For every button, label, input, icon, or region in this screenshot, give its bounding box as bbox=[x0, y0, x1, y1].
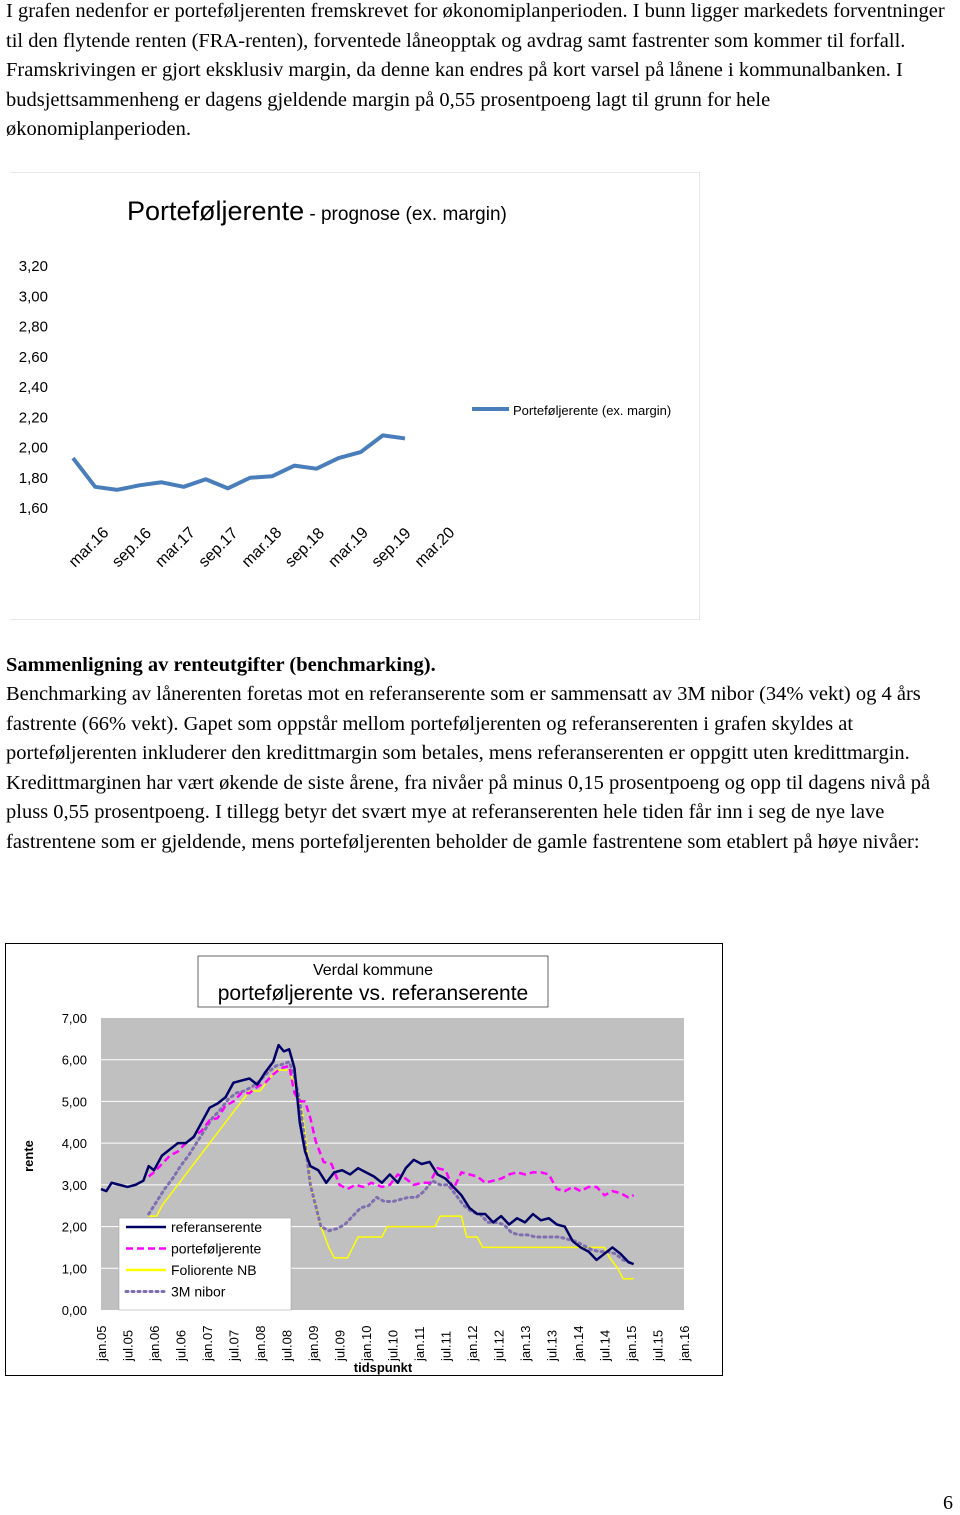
section-heading: Sammenligning av renteutgifter (benchmarking). bbox=[6, 654, 436, 676]
chart2-x-tick: jan.14 bbox=[571, 1325, 586, 1361]
intro-paragraph: I grafen nedenfor er porteføljerenten fremskrevet for økonomiplanperioden. I bunn ligger markedets forventninger til den flytende renten (FRA-renten), forventede låneopptak og avdrag samt fastrenter som kommer til forfall. Framskrivingen er gjort eksklusiv margin, da denne kan endres på kort varsel på lånene i kommunalbanken. I budsjettsammenheng er dagens gjeldende margin på 0,55 prosentpoeng lagt til grunn for hele økonomiplanperioden. bbox=[6, 0, 945, 140]
chart2-x-tick: jul.14 bbox=[597, 1329, 613, 1361]
chart1-x-tick: sep.17 bbox=[195, 524, 242, 571]
chart2-y-tick: 6,00 bbox=[61, 1052, 87, 1068]
chart1-y-tick: 3,20 bbox=[18, 258, 48, 275]
chart2-x-tick: jan.15 bbox=[624, 1325, 639, 1361]
chart1-y-tick: 1,60 bbox=[18, 500, 48, 517]
chart1-title-suffix: - prognose (ex. margin) bbox=[304, 204, 507, 225]
chart2-x-tick: jan.08 bbox=[253, 1325, 268, 1361]
chart2-x-tick: jul.07 bbox=[226, 1329, 242, 1361]
chart2-x-tick: jul.05 bbox=[120, 1329, 136, 1361]
chart2-legend-label: Foliorente NB bbox=[171, 1262, 257, 1278]
chart2-x-tick: jul.11 bbox=[438, 1330, 454, 1361]
chart2-x-tick: jul.15 bbox=[650, 1329, 666, 1361]
chart1-y-tick: 2,80 bbox=[18, 318, 48, 336]
chart1-x-tick: sep.16 bbox=[109, 524, 156, 571]
chart2-y-tick: 5,00 bbox=[61, 1094, 87, 1110]
chart1-y-tick: 2,20 bbox=[18, 409, 48, 427]
chart1-x-tick: sep.18 bbox=[282, 524, 329, 571]
chart2-y-tick: 3,00 bbox=[61, 1177, 87, 1193]
chart1-series-line bbox=[73, 435, 405, 489]
chart2-legend-label: 3M nibor bbox=[171, 1283, 226, 1300]
page-number: 6 bbox=[943, 1492, 953, 1514]
chart2-x-tick: jan.16 bbox=[677, 1325, 692, 1361]
chart2-y-tick: 1,00 bbox=[61, 1261, 87, 1277]
portfolio-rate-forecast-chart bbox=[5, 172, 700, 620]
chart1-x-tick: mar.20 bbox=[411, 524, 459, 571]
chart2-x-tick: jan.05 bbox=[94, 1325, 109, 1361]
chart2-x-axis bbox=[94, 1326, 692, 1362]
chart2-x-tick: jan.13 bbox=[518, 1325, 533, 1361]
chart2-x-tick: jan.06 bbox=[147, 1325, 162, 1361]
chart1-x-tick: mar.16 bbox=[65, 524, 113, 571]
chart2-x-tick: jan.09 bbox=[306, 1325, 321, 1361]
chart2-y-tick: 4,00 bbox=[61, 1136, 87, 1152]
chart1-y-tick: 2,00 bbox=[18, 439, 48, 457]
chart1-svg bbox=[5, 172, 700, 620]
chart2-x-tick: jul.13 bbox=[544, 1329, 560, 1361]
chart2-y-tick: 7,00 bbox=[61, 1011, 87, 1026]
chart1-title-main: Porteføljerente bbox=[127, 196, 305, 226]
chart2-x-tick: jul.12 bbox=[491, 1329, 507, 1361]
chart1-x-tick: mar.17 bbox=[152, 524, 199, 571]
chart1-title bbox=[127, 196, 507, 226]
chart2-y-tick: 2,00 bbox=[61, 1219, 87, 1235]
chart2-x-tick: jul.06 bbox=[173, 1329, 189, 1361]
chart2-x-tick: jul.08 bbox=[279, 1329, 295, 1361]
chart2-legend-label: referanserente bbox=[171, 1219, 263, 1235]
chart2-y-tick: 0,00 bbox=[61, 1303, 87, 1318]
chart1-y-tick: 3,00 bbox=[18, 288, 48, 306]
section-paragraph: Benchmarking av lånerenten foretas mot en referanserente som er sammensatt av 3M nibor (34% vekt) og 4 års fastrente (66% vekt). Gapet som oppstår mellom porteføljerenten og referanserenten i grafen skyldes at porteføljerenten inkluderer den kredittmargin som betales, mens referanserenten er oppgitt uten kredittmargin. Kredittmarginen har vært økende de siste årene, fra nivåer på minus 0,15 prosentpoeng og opp til dagens nivå på pluss 0,55 prosentpoeng. I tillegg betyr det svært mye at referanserenten hele tiden får inn i seg de nye lave fastrentene som er gjeldende, mens porteføljerenten beholder de gamle fastrentene som etablert på høye nivåer: bbox=[6, 683, 931, 853]
chart2-x-tick: jan.07 bbox=[200, 1325, 215, 1361]
chart2-subtitle: porteføljerente vs. referanserente bbox=[217, 982, 529, 1005]
chart1-plot bbox=[73, 435, 405, 489]
chart1-x-tick: sep.19 bbox=[368, 524, 415, 571]
chart1-x-tick: mar.19 bbox=[325, 524, 372, 571]
chart2-x-tick: jan.12 bbox=[465, 1325, 480, 1361]
chart1-y-tick: 2,40 bbox=[18, 379, 48, 396]
chart1-x-tick: mar.18 bbox=[238, 524, 286, 571]
chart2-legend-label: porteføljerente bbox=[171, 1240, 262, 1257]
chart1-y-tick: 2,60 bbox=[18, 348, 48, 366]
chart2-x-axis-label: tidspunkt bbox=[353, 1360, 413, 1375]
chart2-title: Verdal kommune bbox=[312, 962, 434, 979]
chart2-y-axis-label: rente bbox=[21, 1140, 36, 1172]
reference-rate-comparison-chart bbox=[5, 943, 723, 1376]
chart1-x-axis bbox=[66, 524, 459, 571]
chart1-y-axis bbox=[19, 258, 48, 517]
chart2-svg bbox=[6, 944, 722, 1375]
chart2-x-tick: jul.10 bbox=[385, 1329, 401, 1361]
chart2-y-axis bbox=[62, 1011, 87, 1318]
chart2-x-tick: jan.11 bbox=[412, 1326, 427, 1361]
chart2-x-tick: jul.09 bbox=[332, 1329, 348, 1361]
chart1-y-tick: 1,80 bbox=[18, 469, 48, 487]
chart1-legend-label: Porteføljerente (ex. margin) bbox=[513, 403, 672, 418]
chart2-x-tick: jan.10 bbox=[359, 1325, 374, 1361]
